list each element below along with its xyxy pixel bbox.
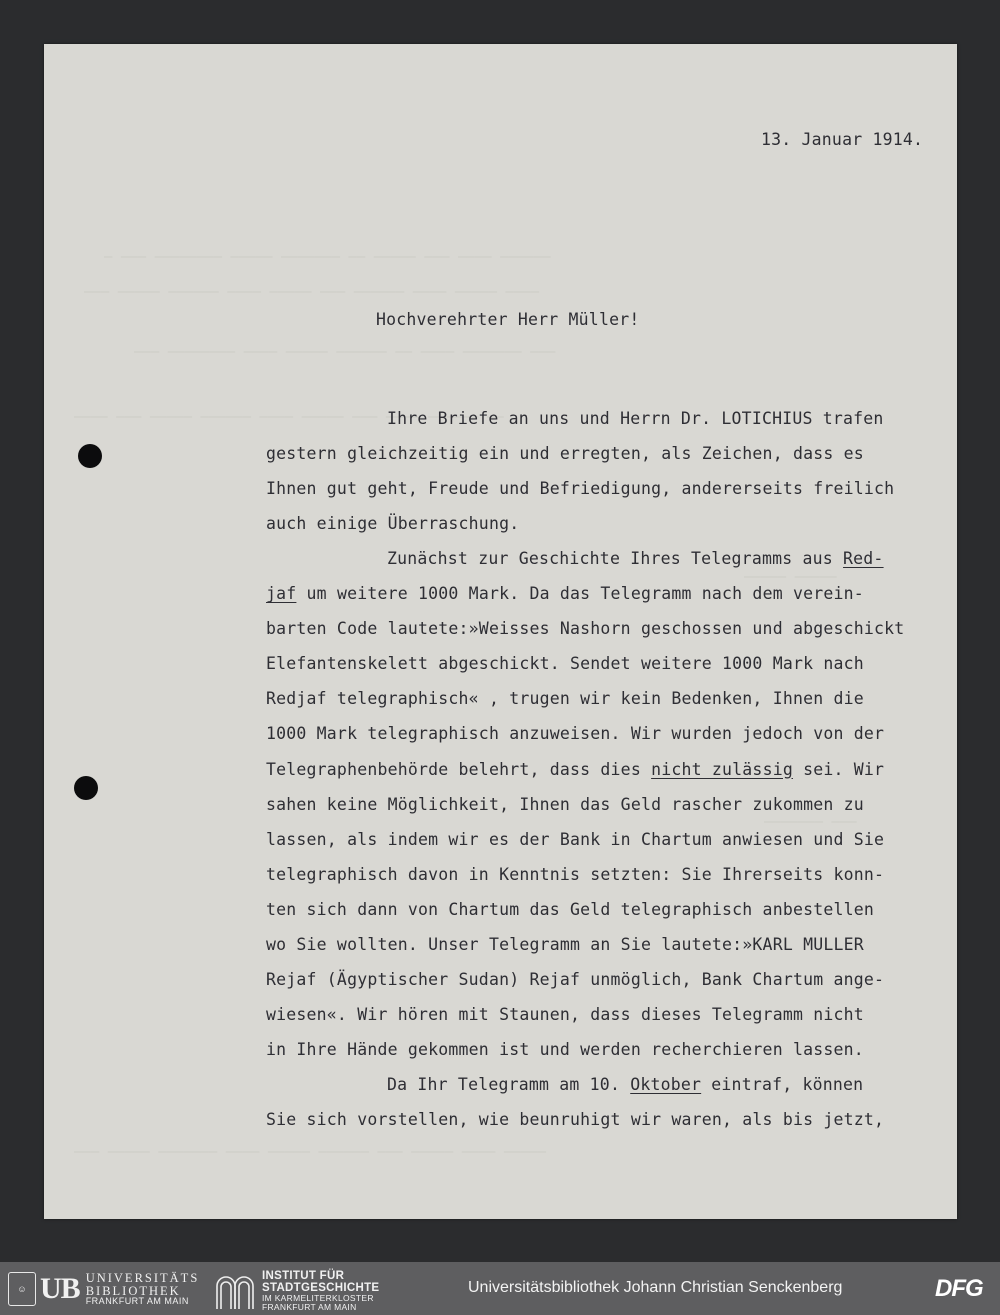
isg-line3: IM KARMELITERKLOSTER xyxy=(262,1293,374,1304)
letter-line xyxy=(266,1110,884,1129)
underlined-text: nicht zulässig xyxy=(651,759,793,779)
letter-salutation: Hochverehrter Herr Müller! xyxy=(376,310,640,329)
letter-line xyxy=(266,1005,864,1024)
line-text: Zunächst zur Geschichte Ihres Telegramms aus xyxy=(387,549,844,569)
letter-line xyxy=(266,619,904,638)
line-text: Telegraphenbehörde belehrt, dass dies xyxy=(266,759,652,779)
bleed-through-texture: ——— ————— ——————— ———— ————— —————— ——— ————— ———— ————— xyxy=(74,1144,547,1160)
line-text: Ihre Briefe an uns und Herrn Dr. LOTICHIUS trafen xyxy=(387,409,884,428)
ub-line1: UNIVERSITÄTS xyxy=(85,1271,200,1285)
line-text: Elefantenskelett abgeschickt. Sendet weitere 1000 Mark nach xyxy=(266,654,864,674)
isg-logo[interactable] xyxy=(214,1270,379,1312)
letter-line xyxy=(266,865,884,884)
bleed-through-texture: ————— ————— xyxy=(744,569,837,585)
bleed-through-texture: — ——— ———————— ————— ——————— —— ————— ——— ———— —————— xyxy=(104,249,551,265)
letter-line xyxy=(266,584,864,603)
arches-icon xyxy=(214,1272,254,1310)
line-text: Redjaf telegraphisch« , trugen wir kein Bedenken, Ihnen die xyxy=(266,689,864,709)
letter-line xyxy=(266,760,884,779)
line-text: wiesen«. Wir hören mit Staunen, dass dieses Telegramm nicht xyxy=(266,1004,864,1024)
letter-line xyxy=(266,830,884,849)
letter-page xyxy=(44,44,957,1219)
line-text: barten Code lautete:»Weisses Nashorn geschossen und abgeschickt xyxy=(266,619,905,639)
letter-line xyxy=(266,795,864,814)
library-name[interactable]: Universitätsbibliothek Johann Christian Senckenberg xyxy=(468,1279,843,1296)
ub-text xyxy=(86,1272,200,1306)
line-text: Rejaf (Ägyptischer Sudan) Rejaf unmöglich, Bank Chartum ange- xyxy=(266,969,885,989)
letter-line xyxy=(266,970,884,989)
isg-text xyxy=(262,1270,379,1312)
line-text: in Ihre Hände gekommen ist und werden recherchieren lassen. xyxy=(266,1039,864,1059)
letter-line xyxy=(266,724,884,743)
line-text: ten sich dann von Chartum das Geld telegraphisch anbestellen xyxy=(266,899,875,919)
line-text: auch einige Überraschung. xyxy=(266,514,520,534)
isg-line1: INSTITUT FÜR xyxy=(262,1270,345,1282)
letter-line xyxy=(266,1040,864,1059)
bleed-through-texture: ——— ————— —————— ———— ————— ——— —————— ———— ————— ———— xyxy=(84,284,540,300)
letter-line xyxy=(387,409,884,428)
line-text: 1000 Mark telegraphisch anzuweisen. Wir wurden jedoch von der xyxy=(266,724,885,744)
ub-logo[interactable] xyxy=(8,1272,199,1306)
line-text: Da Ihr Telegramm am 10. xyxy=(387,1074,631,1094)
letter-line xyxy=(266,900,874,919)
isg-line2: STADTGESCHICHTE xyxy=(262,1282,380,1295)
line-text: gestern gleichzeitig ein und erregten, als Zeichen, dass es xyxy=(266,444,864,464)
bleed-through-texture: ——— ———————— ———— ————— —————— —— ———— ——————— ——— xyxy=(134,344,556,360)
punch-hole xyxy=(78,444,102,468)
letter-line xyxy=(387,549,884,568)
line-text: Ihnen gut geht, Freude und Befriedigung, andererseits freilich xyxy=(266,479,895,499)
underlined-text: Red- xyxy=(843,549,884,569)
line-text: sei. Wir xyxy=(792,759,885,779)
bleed-through-texture: ———— ——— ————— —————— ———— ————— ——— ———— —————— —— xyxy=(74,409,504,425)
isg-line4: FRANKFURT AM MAIN xyxy=(262,1302,357,1313)
punch-hole xyxy=(74,776,98,800)
line-text: lassen, als indem wir es der Bank in Chartum anwiesen und Sie xyxy=(266,829,885,849)
ub-letters: UB xyxy=(40,1272,80,1305)
line-text: Sie sich vorstellen, wie beunruhigt wir waren, als bis jetzt, xyxy=(266,1110,885,1129)
line-text: telegraphisch davon in Kenntnis setzten: Sie Ihrerseits konn- xyxy=(266,864,885,884)
letter-date: 13. Januar 1914. xyxy=(761,130,924,149)
ub-line2: BIBLIOTHEK xyxy=(85,1283,181,1298)
letter-line xyxy=(266,479,894,498)
letter-line xyxy=(266,514,519,533)
letter-line xyxy=(266,935,864,954)
dfg-logo[interactable]: DFG xyxy=(935,1275,983,1302)
line-text: um weitere 1000 Mark. Da das Telegramm nach dem verein- xyxy=(296,584,864,604)
letter-line xyxy=(266,444,864,463)
letter-line xyxy=(266,689,864,708)
letter-line xyxy=(266,654,864,673)
underlined-text: Oktober xyxy=(630,1074,702,1094)
line-text: wo Sie wollten. Unser Telegramm an Sie lautete:»KARL MULLER xyxy=(266,934,864,954)
letter-line xyxy=(387,1075,863,1094)
line-text: eintraf, können xyxy=(701,1074,864,1094)
bleed-through-texture: ——————— ——— xyxy=(764,814,857,830)
ub-line3: FRANKFURT AM MAIN xyxy=(85,1296,189,1306)
underlined-text: jaf xyxy=(266,584,297,604)
footer-bar xyxy=(0,1262,1000,1315)
ub-emblem-icon: ☺ xyxy=(8,1272,36,1306)
line-text: sahen keine Möglichkeit, Ihnen das Geld rascher zukommen zu xyxy=(266,794,864,814)
